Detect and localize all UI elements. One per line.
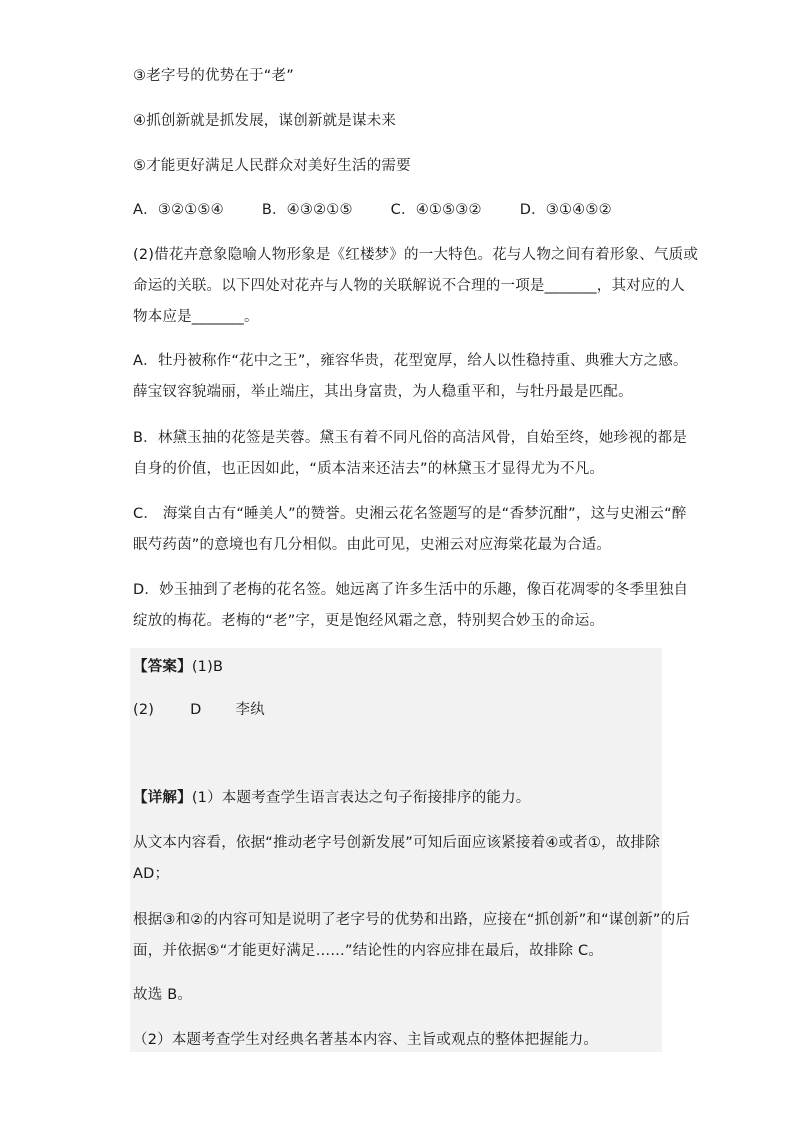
q2-option-d-line-2: 绽放的梅花。老梅的“老”字，更是饱经风霜之意，特别契合妙玉的命运。 (133, 613, 605, 629)
q1-option-d: D．③①④⑤② (519, 202, 612, 218)
q2-option-a-line-1: A．牡丹被称作“花中之王”，雍容华贵，花型宽厚，给人以性稳持重、典雅大方之感。 (133, 353, 688, 369)
detail-line-6: 故选 B。 (133, 987, 193, 1003)
answer-line-1 (133, 657, 223, 677)
q1-option-a: A．③②①⑤④ (133, 202, 224, 218)
answer-part-2-choice: D (190, 702, 202, 718)
q2-option-b-line-1: B．林黛玉抽的花签是芙蓉。黛玉有着不同凡俗的高洁风骨，自始至终，她珍视的都是 (133, 430, 688, 446)
detail-line-3: AD； (133, 866, 170, 882)
answer-part-2-name: 李纨 (235, 702, 265, 718)
q1-options-row (133, 200, 612, 220)
q2-option-a-line-2: 薛宝钗容貌端丽，举止端庄，其出身富贵，为人稳重平和，与牡丹最是匹配。 (133, 384, 633, 400)
q2-stem-line-2: 命运的关联。以下四处对花卉与人物的关联解说不合理的一项是_______，其对应的人 (133, 278, 685, 294)
detail-line-1 (133, 788, 531, 808)
q2-option-c-line-2: 眠芍药茵”的意境也有几分相似。由此可见，史湘云对应海棠花最为合适。 (133, 537, 612, 553)
statement-5: ⑤才能更好满足人民群众对美好生活的需要 (133, 158, 411, 174)
answer-part-2-number: (2) (133, 702, 155, 718)
q2-stem-line-3: 物本应是_______。 (133, 309, 259, 325)
q2-stem-line-1: (2)借花卉意象隐喻人物形象是《红楼梦》的一大特色。花与人物之间有着形象、气质或 (133, 247, 699, 263)
detail-line-5: 面，并依据⑤“才能更好满足……”结论性的内容应排在最后，故排除 C。 (133, 943, 604, 959)
detail-text-1: (1）本题考查学生语言表达之句子衔接排序的能力。 (191, 790, 531, 806)
statement-4: ④抓创新就是抓发展，谋创新就是谋未来 (133, 113, 397, 129)
statement-3: ③老字号的优势在于“老” (133, 68, 294, 84)
answer-part-1: (1)B (191, 659, 224, 675)
detail-line-4: 根据③和②的内容可知是说明了老字号的优势和出路，应接在“抓创新”和“谋创新”的后 (133, 912, 691, 928)
q1-option-b: B．④③②①⑤ (261, 202, 353, 218)
q2-option-b-line-2: 自身的价值，也正因如此，“质本洁来还洁去”的林黛玉才显得尤为不凡。 (133, 461, 605, 477)
answer-line-2 (133, 700, 265, 720)
q2-option-c-line-1: C． 海棠自古有“睡美人”的赞誉。史湘云花名签题写的是“香梦沉酣”，这与史湘云“醉 (133, 506, 687, 522)
q1-option-c: C．④①⑤③② (390, 202, 482, 218)
detail-line-2: 从文本内容看，依据“推动老字号创新发展”可知后面应该紧接着④或者①，故排除 (133, 835, 660, 851)
detail-label: 【详解】 (133, 790, 192, 806)
q2-option-d-line-1: D．妙玉抽到了老梅的花名签。她远离了许多生活中的乐趣，像百花凋零的冬季里独自 (133, 582, 689, 598)
answer-label: 【答案】 (133, 659, 192, 675)
detail-line-7: （2）本题考查学生对经典名著基本内容、主旨或观点的整体把握能力。 (133, 1032, 599, 1048)
